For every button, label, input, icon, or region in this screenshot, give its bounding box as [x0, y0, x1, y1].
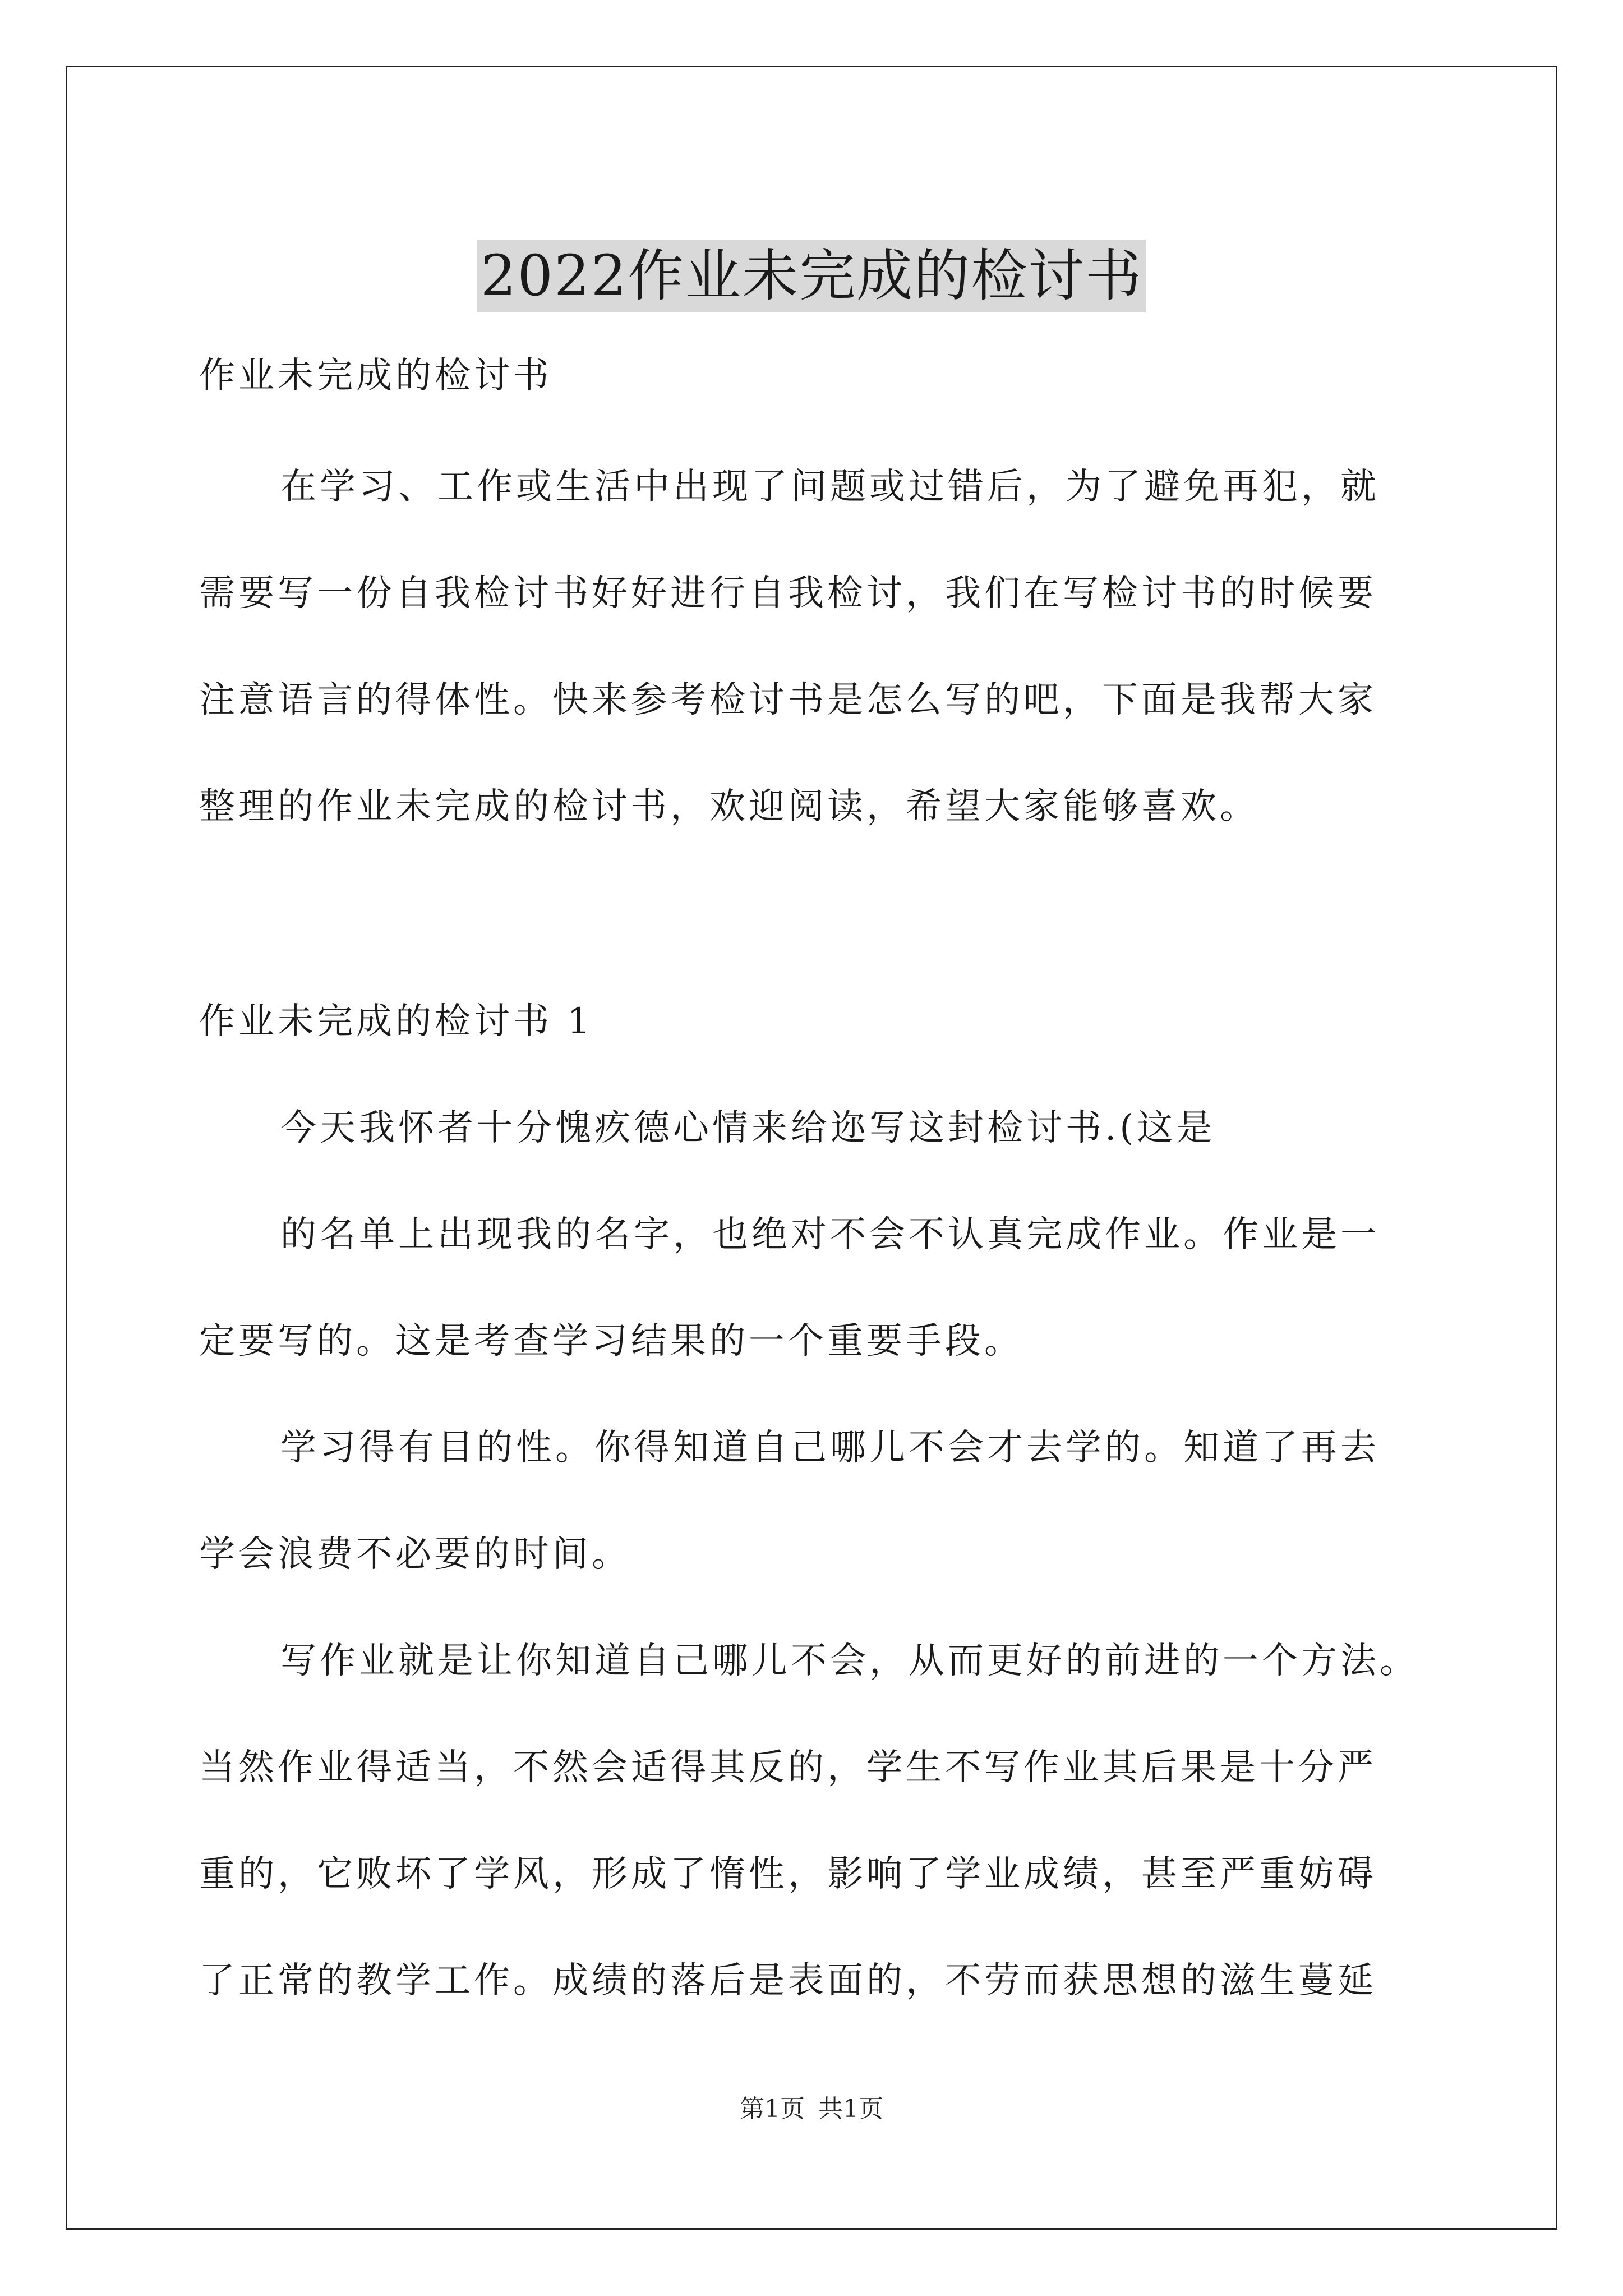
paragraph-line: 定要写的。这是考查学习结果的一个重要手段。 [199, 1320, 1023, 1362]
paragraph-line: 重的，它败坏了学风，形成了惰性，影响了学业成绩，甚至严重妨碍 [199, 1853, 1377, 1895]
paragraph-line: 在学习、工作或生活中出现了问题或过错后，为了避免再犯，就 [280, 466, 1380, 508]
paragraph-line: 学会浪费不必要的时间。 [199, 1534, 631, 1575]
page-total: 共1页 [818, 2095, 883, 2123]
page-footer [0, 2092, 1623, 2126]
subtitle-line: 作业未完成的检讨书 [199, 355, 552, 397]
paragraph-line: 写作业就是让你知道自己哪儿不会，从而更好的前进的一个方法。 [280, 1640, 1419, 1682]
paragraph-line: 需要写一份自我检讨书好好进行自我检讨，我们在写检讨书的时候要 [199, 573, 1377, 614]
page-number: 第1页 [740, 2095, 805, 2123]
section-heading: 作业未完成的检讨书 1 [199, 1001, 594, 1042]
paragraph-line: 注意语言的得体性。快来参考检讨书是怎么写的吧，下面是我帮大家 [199, 679, 1377, 721]
paragraph-line: 学习得有目的性。你得知道自己哪儿不会才去学的。知道了再去 [280, 1427, 1380, 1469]
paragraph-line: 的名单上出现我的名字，也绝对不会不认真完成作业。作业是一 [280, 1214, 1380, 1255]
paragraph-line: 当然作业得适当，不然会适得其反的，学生不写作业其后果是十分严 [199, 1747, 1377, 1788]
paragraph-line: 今天我怀者十分愧疚德心情来给迩写这封检讨书.(这是 [280, 1107, 1216, 1149]
document-title: 2022作业未完成的检讨书 [477, 240, 1146, 312]
title-container [0, 202, 1623, 350]
paragraph-line: 整理的作业未完成的检讨书，欢迎阅读，希望大家能够喜欢。 [199, 786, 1259, 827]
paragraph-line: 了正常的教学工作。成绩的落后是表面的，不劳而获思想的滋生蔓延 [199, 1960, 1377, 2001]
